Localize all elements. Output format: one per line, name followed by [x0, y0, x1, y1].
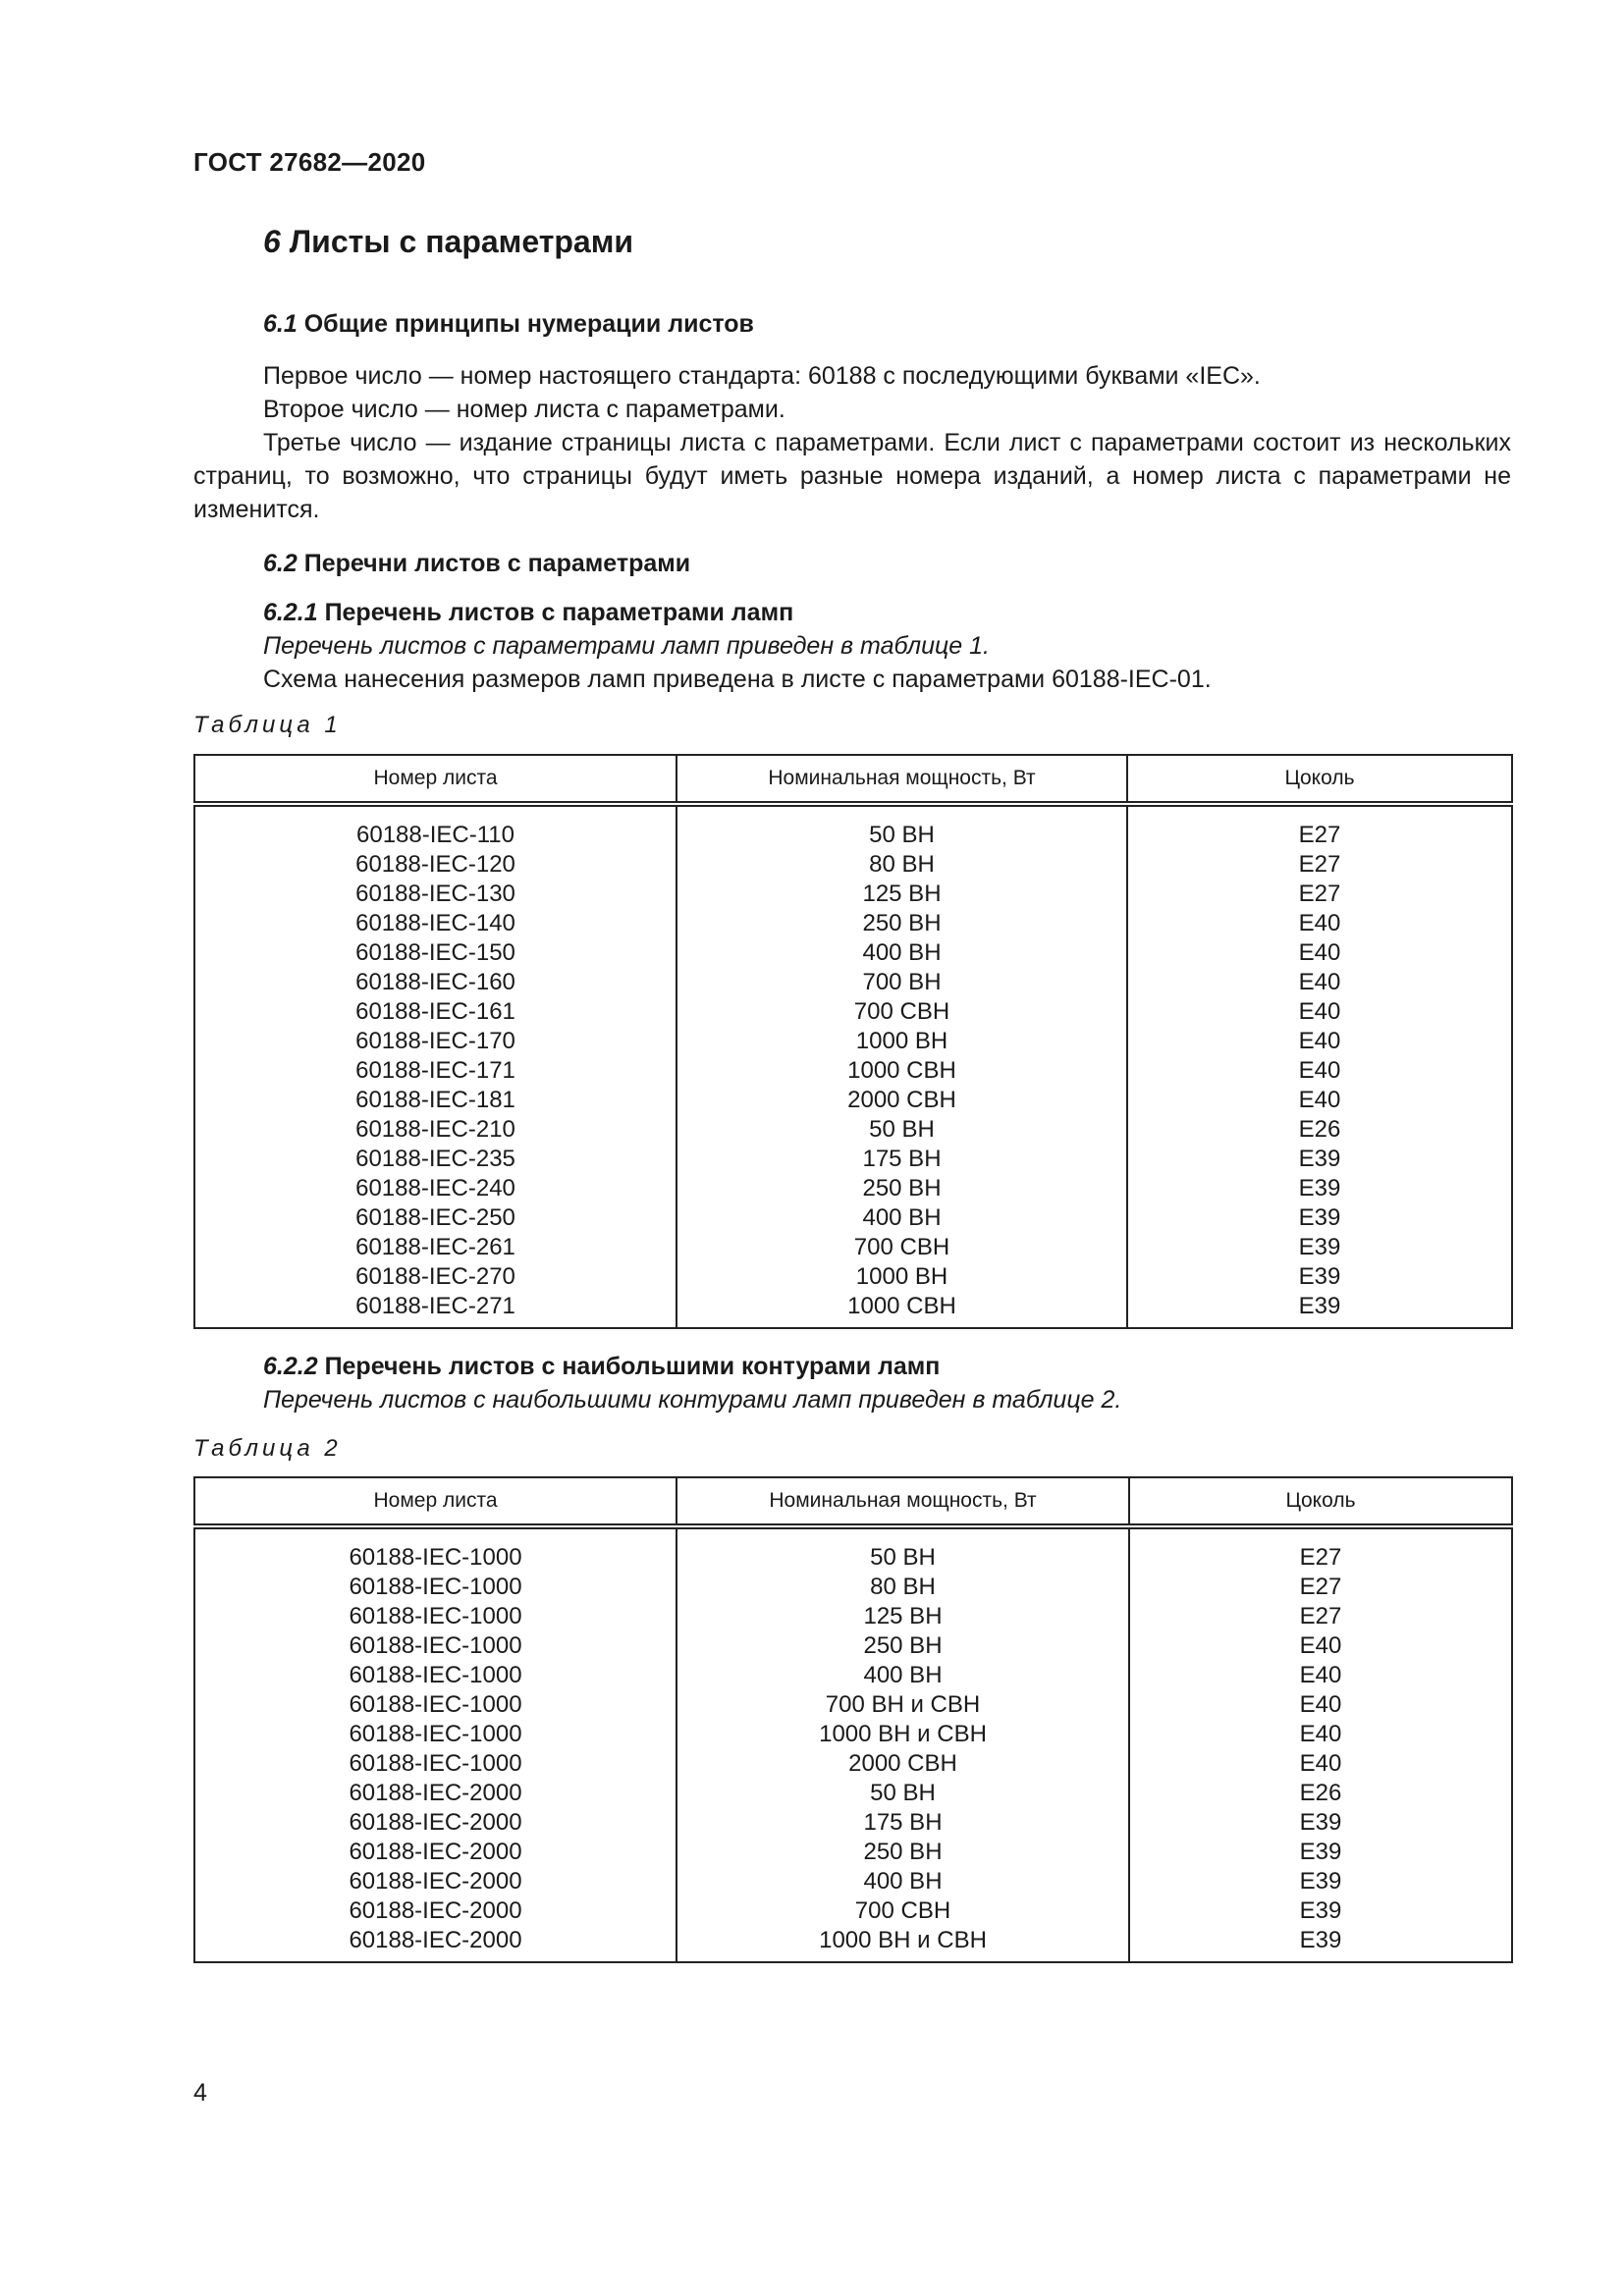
cell-rated-power: 80 ВН: [677, 1573, 1129, 1602]
table-row: [194, 1661, 1512, 1690]
cell-cap: E39: [1129, 1838, 1512, 1867]
subsection-6-2-2-title: Перечень листов с наибольшими контурами ламп: [324, 1353, 941, 1380]
cell-cap: E39: [1127, 1292, 1512, 1328]
page-number: 4: [193, 2079, 207, 2107]
cell-sheet-number: 60188-IEC-2000: [194, 1896, 677, 1926]
table-header-row: [194, 1477, 1512, 1526]
cell-cap: E27: [1127, 850, 1512, 880]
cell-rated-power: 2000 СВН: [677, 1086, 1127, 1115]
cell-cap: E40: [1127, 909, 1512, 938]
cell-sheet-number: 60188-IEC-110: [194, 804, 677, 850]
cell-sheet-number: 60188-IEC-270: [194, 1262, 677, 1292]
cell-sheet-number: 60188-IEC-120: [194, 850, 677, 880]
cell-cap: E39: [1129, 1867, 1512, 1896]
cell-rated-power: 1000 ВН: [677, 1262, 1127, 1292]
document-code-header: ГОСТ 27682—2020: [193, 147, 426, 177]
table-row: [194, 997, 1512, 1027]
cell-rated-power: 50 ВН: [677, 804, 1127, 850]
cell-sheet-number: 60188-IEC-250: [194, 1203, 677, 1233]
table-row: [194, 1174, 1512, 1203]
table1-caption: Таблица 1: [193, 712, 342, 738]
cell-cap: E40: [1129, 1720, 1512, 1749]
table-row: [194, 1838, 1512, 1867]
cell-rated-power: 1000 ВН и СВН: [677, 1926, 1129, 1962]
cell-cap: E40: [1127, 1027, 1512, 1056]
table-row: [194, 938, 1512, 968]
cell-cap: E40: [1127, 968, 1512, 997]
cell-rated-power: 1000 СВН: [677, 1292, 1127, 1328]
section-heading: [263, 224, 633, 260]
cell-rated-power: 250 ВН: [677, 1631, 1129, 1661]
table-row: [194, 1262, 1512, 1292]
cell-rated-power: 125 ВН: [677, 880, 1127, 909]
cell-cap: E39: [1129, 1808, 1512, 1838]
cell-sheet-number: 60188-IEC-161: [194, 997, 677, 1027]
subsection-6-2-number: 6.2: [263, 550, 298, 577]
cell-cap: E26: [1127, 1115, 1512, 1145]
cell-sheet-number: 60188-IEC-171: [194, 1056, 677, 1086]
cell-sheet-number: 60188-IEC-1000: [194, 1573, 677, 1602]
cell-sheet-number: 60188-IEC-240: [194, 1174, 677, 1203]
cell-sheet-number: 60188-IEC-1000: [194, 1749, 677, 1779]
subsection-6-2-2-heading: [263, 1353, 940, 1381]
cell-sheet-number: 60188-IEC-170: [194, 1027, 677, 1056]
table-row: [194, 1631, 1512, 1661]
table-row: [194, 1203, 1512, 1233]
table-row: [194, 880, 1512, 909]
paragraph-third-number: Третье число — издание страницы листа с параметрами. Если лист с параметрами состоит из нескольких страниц, то возможно, что страницы будут иметь разные номера изданий, а номер листа с параметрами не изменится.: [193, 429, 1511, 523]
section-title-text: Листы с параметрами: [289, 224, 634, 259]
cell-cap: E27: [1129, 1602, 1512, 1631]
cell-cap: E39: [1127, 1145, 1512, 1174]
table-row: [194, 1779, 1512, 1808]
table-row: [194, 1867, 1512, 1896]
subsection-6-2-1-title: Перечень листов с параметрами ламп: [324, 599, 794, 626]
cell-cap: E39: [1127, 1233, 1512, 1262]
cell-sheet-number: 60188-IEC-2000: [194, 1779, 677, 1808]
cell-cap: E40: [1129, 1690, 1512, 1720]
cell-rated-power: 400 ВН: [677, 938, 1127, 968]
cell-cap: E39: [1127, 1203, 1512, 1233]
subsection-6-1-title: Общие принципы нумерации листов: [303, 310, 754, 338]
cell-sheet-number: 60188-IEC-1000: [194, 1720, 677, 1749]
cell-rated-power: 175 ВН: [677, 1808, 1129, 1838]
table-row: [194, 1749, 1512, 1779]
cell-rated-power: 80 ВН: [677, 850, 1127, 880]
subsection-6-2-title: Перечни листов с параметрами: [303, 550, 691, 577]
table-row: [194, 1056, 1512, 1086]
subsection-6-2-heading: [263, 550, 690, 578]
table-row: [194, 1233, 1512, 1262]
cell-sheet-number: 60188-IEC-271: [194, 1292, 677, 1328]
cell-rated-power: 1000 ВН и СВН: [677, 1720, 1129, 1749]
cell-rated-power: 2000 СВН: [677, 1749, 1129, 1779]
dimension-scheme-line: Схема нанесения размеров ламп приведена в листе с параметрами 60188-IEC-01.: [263, 666, 1212, 693]
subsection-6-1-heading: [263, 310, 754, 339]
cell-rated-power: 50 ВН: [677, 1779, 1129, 1808]
cell-rated-power: 250 ВН: [677, 1838, 1129, 1867]
table-row: [194, 1145, 1512, 1174]
table-row: [194, 1808, 1512, 1838]
cell-sheet-number: 60188-IEC-150: [194, 938, 677, 968]
cell-rated-power: 1000 ВН: [677, 1027, 1127, 1056]
cell-rated-power: 125 ВН: [677, 1602, 1129, 1631]
cell-rated-power: 250 ВН: [677, 909, 1127, 938]
cell-sheet-number: 60188-IEC-1000: [194, 1602, 677, 1631]
table2-reference-line: Перечень листов с наибольшими контурами ламп приведен в таблице 2.: [263, 1386, 1122, 1414]
cell-rated-power: 700 ВН и СВН: [677, 1690, 1129, 1720]
cell-sheet-number: 60188-IEC-210: [194, 1115, 677, 1145]
cell-sheet-number: 60188-IEC-2000: [194, 1838, 677, 1867]
table-row: [194, 1115, 1512, 1145]
table1-reference-line: Перечень листов с параметрами ламп приведен в таблице 1.: [263, 632, 990, 660]
cell-cap: E26: [1129, 1779, 1512, 1808]
cell-cap: E40: [1129, 1749, 1512, 1779]
cell-rated-power: 1000 СВН: [677, 1056, 1127, 1086]
cell-cap: E39: [1127, 1174, 1512, 1203]
cell-sheet-number: 60188-IEC-130: [194, 880, 677, 909]
cell-cap: E27: [1129, 1573, 1512, 1602]
cell-rated-power: 700 СВН: [677, 1896, 1129, 1926]
table-header-row: [194, 755, 1512, 804]
cell-cap: E40: [1127, 1056, 1512, 1086]
column-header-sheet-number: Номер листа: [194, 1477, 677, 1526]
cell-rated-power: 700 ВН: [677, 968, 1127, 997]
table-row: [194, 1720, 1512, 1749]
subsection-6-1-number: 6.1: [263, 310, 298, 338]
column-header-cap: Цоколь: [1129, 1477, 1512, 1526]
paragraph-first-number: Первое число — номер настоящего стандарта: 60188 с последующими буквами «IEC».: [263, 362, 1261, 390]
cell-sheet-number: 60188-IEC-160: [194, 968, 677, 997]
table-row: [194, 804, 1512, 850]
table-1-lamp-sheets: [193, 754, 1513, 1329]
table-row: [194, 1526, 1512, 1573]
cell-sheet-number: 60188-IEC-261: [194, 1233, 677, 1262]
table-row: [194, 1690, 1512, 1720]
cell-cap: E39: [1127, 1262, 1512, 1292]
cell-rated-power: 175 ВН: [677, 1145, 1127, 1174]
table-row: [194, 1292, 1512, 1328]
cell-sheet-number: 60188-IEC-2000: [194, 1926, 677, 1962]
cell-rated-power: 250 ВН: [677, 1174, 1127, 1203]
cell-sheet-number: 60188-IEC-140: [194, 909, 677, 938]
cell-rated-power: 700 СВН: [677, 1233, 1127, 1262]
table2-caption: Таблица 2: [193, 1435, 342, 1462]
cell-cap: E40: [1127, 938, 1512, 968]
table-row: [194, 850, 1512, 880]
cell-cap: E40: [1127, 1086, 1512, 1115]
cell-sheet-number: 60188-IEC-181: [194, 1086, 677, 1115]
cell-rated-power: 400 ВН: [677, 1203, 1127, 1233]
cell-rated-power: 400 ВН: [677, 1867, 1129, 1896]
table-row: [194, 1027, 1512, 1056]
subsection-6-2-1-number: 6.2.1: [263, 599, 318, 626]
cell-sheet-number: 60188-IEC-1000: [194, 1661, 677, 1690]
table-row: [194, 968, 1512, 997]
cell-cap: E39: [1129, 1896, 1512, 1926]
column-header-cap: Цоколь: [1127, 755, 1512, 804]
table-2-max-outline-sheets: [193, 1476, 1513, 1963]
cell-cap: E27: [1127, 804, 1512, 850]
section-number: 6: [263, 224, 281, 259]
cell-cap: E40: [1129, 1661, 1512, 1690]
column-header-rated-power: Номинальная мощность, Вт: [677, 1477, 1129, 1526]
cell-sheet-number: 60188-IEC-1000: [194, 1631, 677, 1661]
cell-rated-power: 700 СВН: [677, 997, 1127, 1027]
cell-cap: E27: [1127, 880, 1512, 909]
cell-sheet-number: 60188-IEC-235: [194, 1145, 677, 1174]
cell-rated-power: 50 ВН: [677, 1526, 1129, 1573]
table-row: [194, 1573, 1512, 1602]
cell-rated-power: 400 ВН: [677, 1661, 1129, 1690]
cell-cap: E39: [1129, 1926, 1512, 1962]
table-row: [194, 909, 1512, 938]
cell-sheet-number: 60188-IEC-2000: [194, 1808, 677, 1838]
column-header-rated-power: Номинальная мощность, Вт: [677, 755, 1127, 804]
cell-sheet-number: 60188-IEC-1000: [194, 1526, 677, 1573]
cell-sheet-number: 60188-IEC-2000: [194, 1867, 677, 1896]
column-header-sheet-number: Номер листа: [194, 755, 677, 804]
subsection-6-2-2-number: 6.2.2: [263, 1353, 318, 1380]
table-row: [194, 1086, 1512, 1115]
subsection-6-2-1-heading: [263, 599, 793, 627]
cell-rated-power: 50 ВН: [677, 1115, 1127, 1145]
table-row: [194, 1602, 1512, 1631]
cell-sheet-number: 60188-IEC-1000: [194, 1690, 677, 1720]
cell-cap: E40: [1127, 997, 1512, 1027]
table-row: [194, 1896, 1512, 1926]
table-row: [194, 1926, 1512, 1962]
cell-cap: E27: [1129, 1526, 1512, 1573]
paragraph-second-number: Второе число — номер листа с параметрами.: [263, 396, 785, 423]
cell-cap: E40: [1129, 1631, 1512, 1661]
